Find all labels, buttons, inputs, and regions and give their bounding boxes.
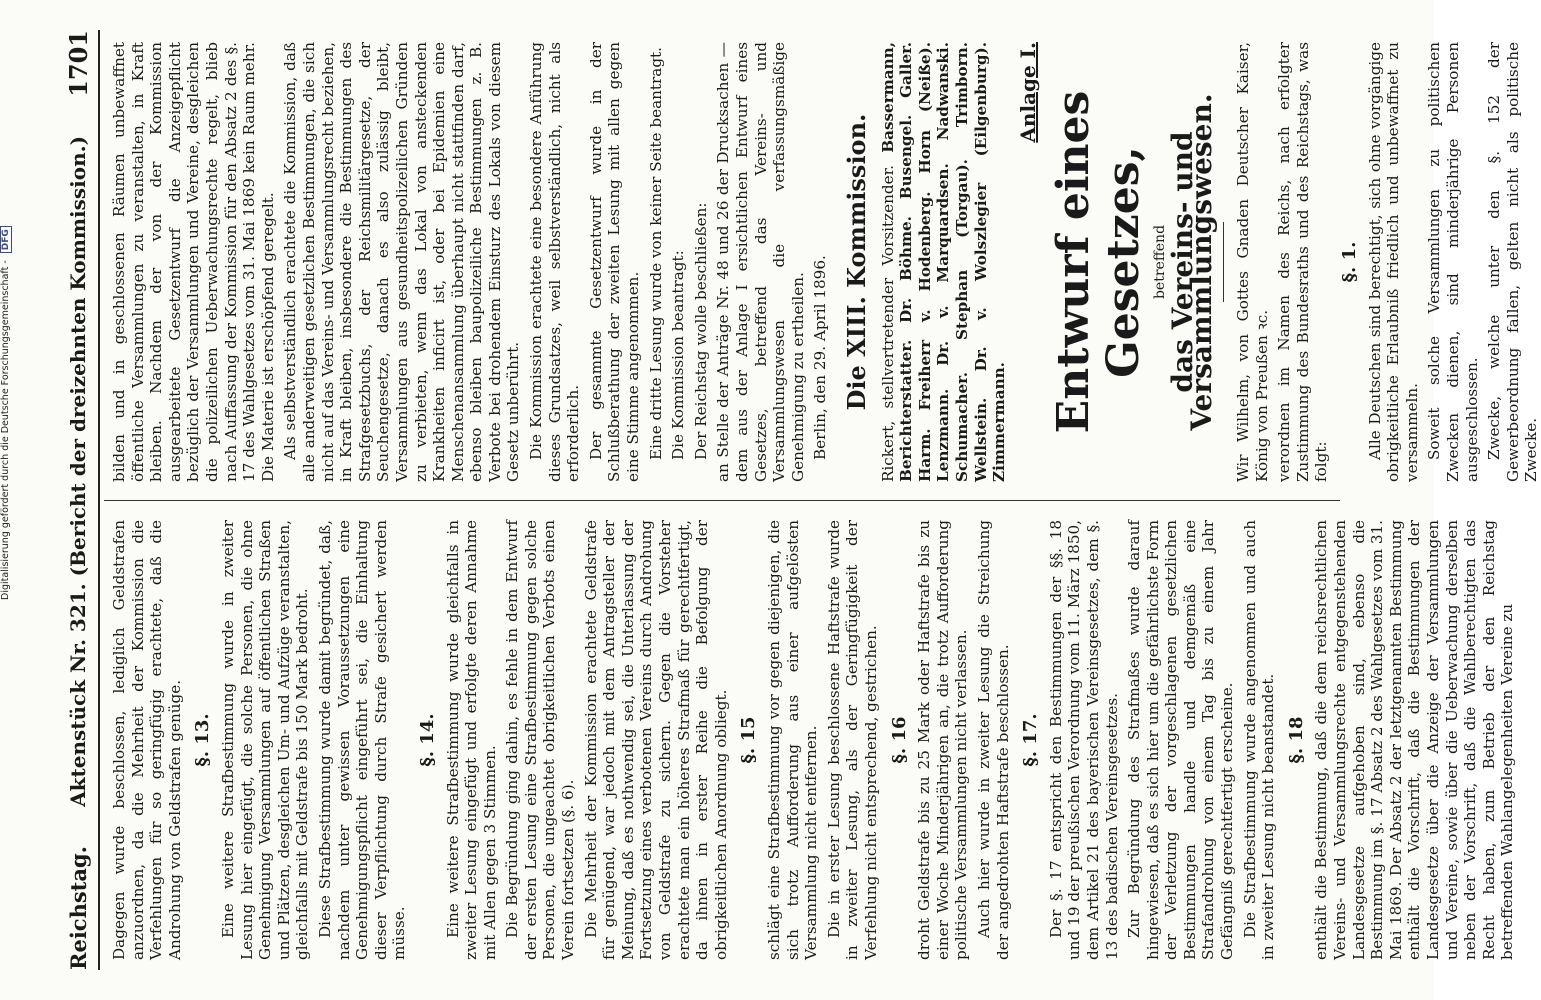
paragraph: Auch hier wurde in zweiter Lesung die Streichung der angedrohten Haftstrafe beschlossen. [974, 520, 1012, 960]
section-heading: §. 1. [1339, 241, 1361, 283]
section-heading: §. 15 [738, 716, 760, 764]
paragraph: Diese Strafbestimmung wurde damit begründet, daß, nachdem unter gewissen Voraussetzungen eine Genehmigungspflicht eingeführt sei, die Einhaltung dieser Verpflichtung durch Strafe gesichert werden müsse. [315, 520, 409, 960]
paragraph: bilden und in geschlossenen Räumen unbewaffnet öffentliche Versammlungen zu veranstalten, in Kraft bleiben. Nachdem der von der Kommission ausgearbeitete Gesetzentwurf die Anzeigepflicht bezüglich der Versammlungen und Vereine, desgleichen die polizeilichen Ueberwachungsrechte regelt, blieb nach Auffassung der Kommission für den Absatz 2 des §. 17 des Wahlgesetzes vom 31. Mai 1869 kein Raum mehr. Die Materie ist erschöpfend geregelt. [110, 42, 277, 482]
page-number: 1701 [63, 30, 93, 97]
paragraph: Die Kommission erachtete eine besondere Anführung dieses Grundsatzes, weil selbstverständlich, nicht als erforderlich. [527, 42, 583, 482]
left-column [110, 520, 1517, 960]
draft-topic: das Vereins- und Versammlungswesen. [1165, 93, 1218, 431]
paragraph: Eine weitere Strafbestimmung wurde gleichfalls in zweiter Lesung eingefügt und erfolgte deren Annahme mit Allen gegen 3 Stimmen. [443, 520, 499, 960]
paragraph: Der gesammte Gesetzentwurf wurde in der Schlußberathung der zweiten Lesung mit allen gegen eine Stimme angenommen. [586, 42, 643, 482]
section-heading: §. 16 [888, 716, 910, 764]
commission-title: Die XIII. Kommission. [841, 113, 871, 411]
member-names: Bassermann, Berichterstatter. Dr. Böhme. Busengel. Galler. Harm. Freiherr v. Hodenberg. Horn (Neiße). Lenzmann. Dr. v. Marquardsen. Nadwanski. Schumacher. Stephan (Torgau). Trimborn. Wellstein. Dr. v. Wolszlegier (Eilgenburg). Zimmermann. [878, 42, 1009, 482]
date-line: Berlin, den 29. April 1896. [811, 255, 830, 460]
chair-name: Rickert, stellvertretender Vorsitzender. [878, 165, 897, 482]
section-heading: §. 17. [1020, 713, 1042, 767]
annex-label: Anlage I. [1015, 42, 1040, 143]
paragraph: Der Reichstag wolle beschließen: [691, 202, 710, 460]
paragraph: Eine dritte Lesung wurde von keiner Seite beantragt. [646, 47, 665, 460]
paragraph: Soweit solche Versammlungen zu politischen Zwecken dienen, sind minderjährige Personen ausgeschlossen. [1425, 42, 1481, 482]
paragraph: schlägt eine Strafbestimmung vor gegen diejenigen, die sich trotz Aufforderung aus einer aufgelösten Versammlung nicht entfernen. [765, 520, 821, 960]
members-list [879, 42, 1009, 482]
preamble: Wir Wilhelm, von Gottes Gnaden Deutscher Kaiser, König von Preußen ꝛc. [1234, 42, 1271, 482]
paragraph: Eine weitere Strafbestimmung wurde in zweiter Lesung hier eingefügt, die solche Personen, die ohne Genehmigung Versammlungen auf öffentlichen Straßen und Plätzen, desgleichen Um- und Aufzüge veranstalten, gleichfalls mit Geldstrafe bis 150 Mark bedroht. [218, 520, 312, 960]
draft-title: Entwurf eines Gesetzes, [1048, 90, 1150, 434]
section-heading: §. 14. [416, 713, 438, 767]
paragraph: Alle Deutschen sind berechtigt, sich ohne vorgängige obrigkeitliche Erlaubniß friedlich und unbewaffnet zu versammeln. [1365, 42, 1421, 482]
divider [1223, 222, 1224, 302]
running-head [58, 30, 100, 970]
paragraph: Zwecke, welche unter den §. 152 der Gewerbeordnung fallen, gelten nicht als politische Zwecke. [1485, 42, 1541, 482]
header-left: Reichstag. [65, 846, 91, 970]
draft-betreffend: betreffend [1152, 224, 1169, 300]
section-heading: §. 13. [192, 713, 214, 767]
paragraph: Die Strafbestimmung wurde angenommen und auch in zweiter Lesung nicht beanstandet. [1240, 520, 1278, 960]
paragraph: Die Kommission beantragt: [669, 250, 688, 460]
section-heading: §. 18 [1285, 716, 1307, 764]
column-divider [104, 500, 1340, 501]
paragraph: Der §. 17 entspricht den Bestimmungen der §§. 18 und 19 der preußischen Verordnung vom 11. März 1850, dem Artikel 21 des bayerischen Vereinsgesetzes, dem §. 13 des badischen Vereinsgesetzes. [1046, 520, 1121, 960]
motion-text: an Stelle der Anträge Nr. 48 und 26 der Drucksachen — dem aus der Anlage I ersichtlichen Entwurf eines Gesetzes, betreffend das Vereins- und Versammlungswesen die verfassungsmäßige Genehmigung zu ertheilen. [714, 42, 807, 482]
paragraph: Als selbstverständlich erachtete die Kommission, daß alle anderweitigen gesetzlichen Bestimmungen, die sich nicht auf das Vereins- und Versammlungsrecht beziehen, in Kraft bleiben, insbesondere die Bestimmungen des Strafgesetzbuchs, der Reichsmilitärgesetze, der Seuchengesetze, danach es also zulässig bleibt, Versammlungen aus gesundheitspolizeilichen Gründen zu verbieten, wenn das Lokal von ansteckenden Krankheiten inficirt ist, oder bei Epidemien eine Menschenansammlung überhaupt nicht stattfinden darf, ebenso bleiben baupolizeiliche Bestimmungen z. B. Verbote bei drohendem Einsturz des Lokals von diesem Gesetz unberührt. [281, 42, 523, 482]
enacting-clause: verordnen im Namen des Reichs, nach erfolgter Zustimmung des Bundesraths und des Reichstags, was folgt: [1275, 42, 1331, 482]
digitization-text: Digitalisierung gefördert durch die Deutsche Forschungsgemeinschaft - [0, 260, 11, 600]
dfg-logo: DFG [0, 226, 12, 253]
paragraph: droht Geldstrafe bis zu 25 Mark oder Haftstrafe bis zu einer Woche Minderjährigen an, die trotz Aufforderung politische Versammlungen nicht verlassen. [915, 520, 971, 960]
paragraph: Zur Begründung des Strafmaßes wurde darauf hingewiesen, daß es sich hier um die gefährlichste Form der Verletzung der vorgeschlagenen gesetzlichen Bestimmungen handle und demgemäß eine Strafandrohung von einem Tag bis zu einem Jahr Gefängniß gerechtfertigt erscheine. [1125, 520, 1237, 960]
digitization-credit [0, 200, 14, 600]
paragraph: Die Begründung ging dahin, es fehle in dem Entwurf der ersten Lesung eine Strafbestimmung gegen solche Personen, die ungeachtet obrigkeitlichen Verbots einen Verein fortsetzen (§. 6). [503, 520, 578, 960]
right-column [110, 42, 1541, 482]
paragraph: Die in erster Lesung beschlossene Haftstrafe wurde in zweiter Lesung, als der Geringfügigkeit der Verfehlung nicht entsprechend, gestrichen. [824, 520, 880, 960]
header-center: Aktenstück Nr. 321. (Bericht der dreizehnten Kommission.) [66, 135, 90, 807]
paragraph: Dagegen wurde beschlossen, lediglich Geldstrafen anzuordnen, da die Mehrheit der Kommission die Verfehlungen für so geringfügig erachtete, daß die Androhung von Geldstrafen genüge. [110, 520, 184, 960]
paragraph: enthält die Bestimmung, daß die dem reichsrechtlichen Vereins- und Versammlungsrechte entgegenstehenden Landesgesetze aufgehoben sind, ebenso die Bestimmung im §. 17 Absatz 2 des Wahlgesetzes vom 31. Mai 1869. Der Absatz 2 der letztgenannten Bestimmung enthält die Vorschrift, daß die Bestimmungen der Landesgesetze über die Anzeige der Versammlungen und Vereine, sowie über die Ueberwachung derselben neben der Vorschrift, daß die Wahlberechtigten das Recht haben, zum Betrieb der den Reichstag betreffenden Wahlangelegenheiten Vereine zu [1312, 520, 1517, 960]
paragraph: Die Mehrheit der Kommission erachtete Geldstrafe für genügend, war jedoch mit dem Antragsteller der Meinung, daß es nothwendig sei, die Unterlassung der Fortsetzung eines verbotenen Vereins durch Androhung von Geldstrafe zu sichern. Gegen die Vorsteher erachtete man ein höheres Strafmaß für gerechtfertigt, da ihnen in erster Reihe die Befolgung der obrigkeitlichen Anordnung obliegt. [581, 520, 730, 960]
